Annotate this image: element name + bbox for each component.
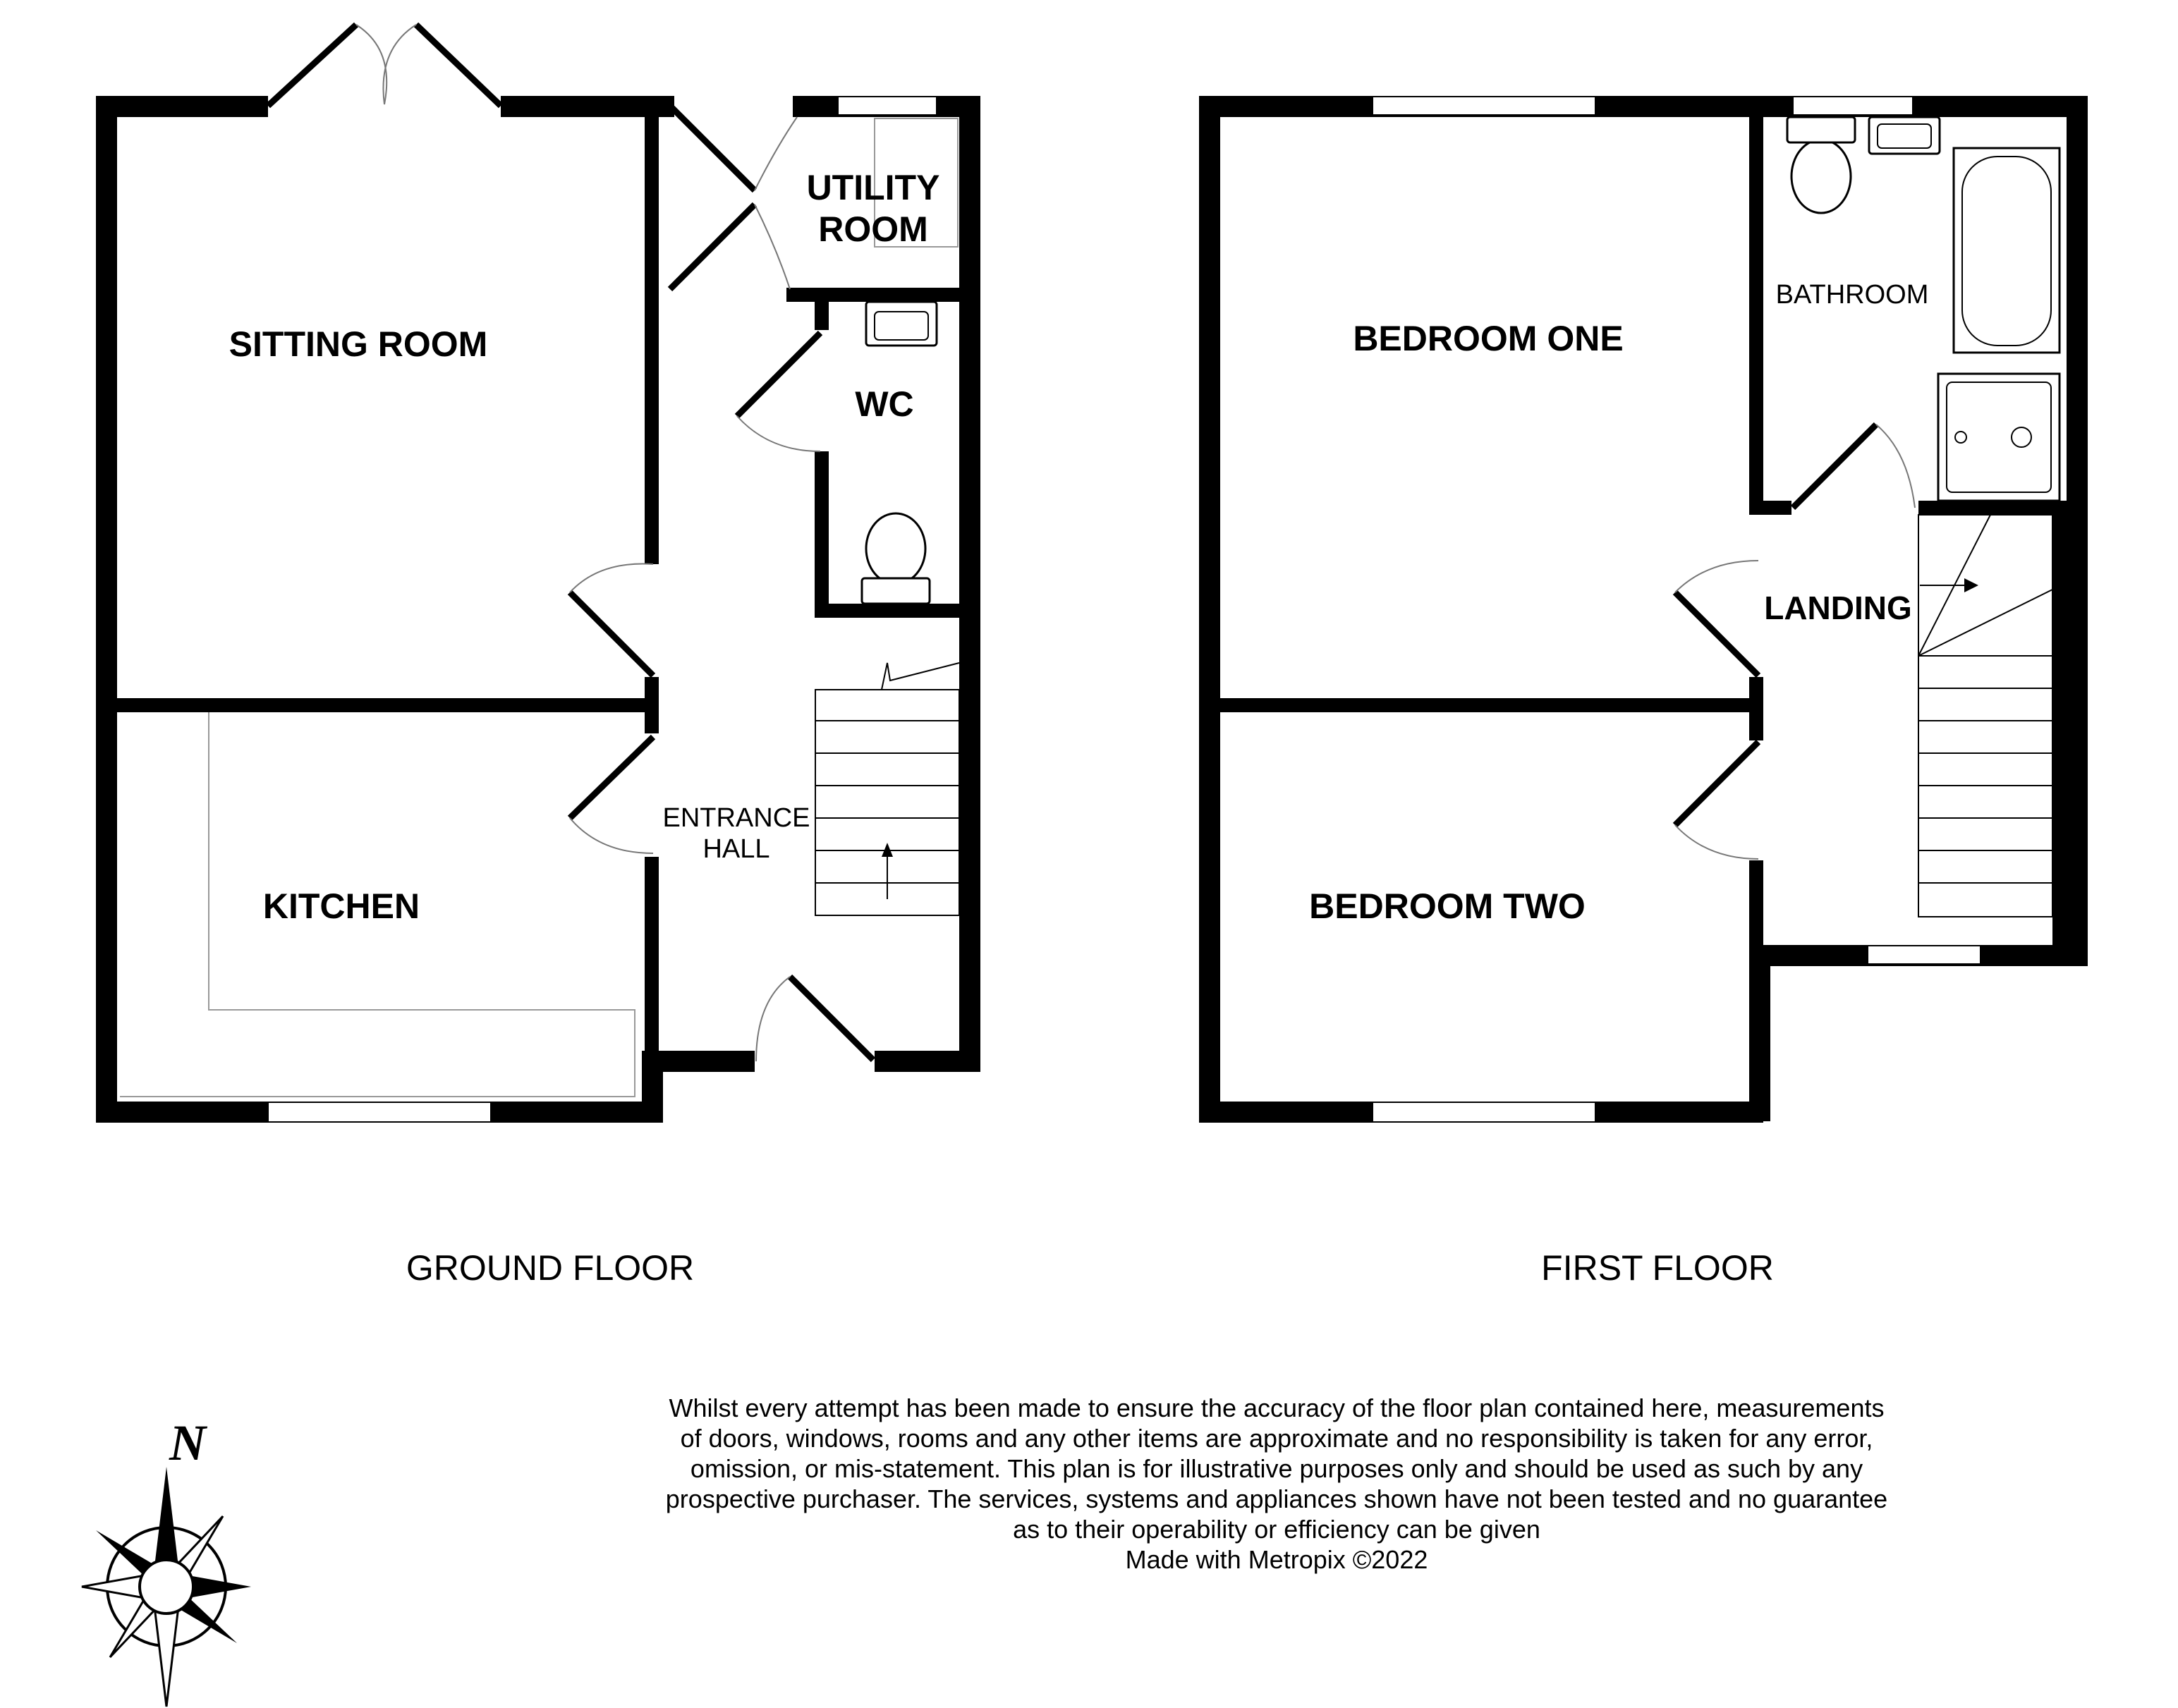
- gf-label-entrance-line1: ENTRANCE: [662, 803, 810, 833]
- ff-window-bed1: [1373, 97, 1595, 115]
- ff-shower-tray: [1938, 374, 2060, 501]
- gf-window-utility: [838, 97, 937, 115]
- ff-door-bed2-arc: [1675, 825, 1758, 859]
- ff-wall-right: [2067, 96, 2088, 966]
- gf-label-wc: WC: [855, 384, 914, 424]
- ground-floor-plan: [96, 25, 980, 1288]
- gf-french-door-left-arc: [356, 25, 387, 104]
- ff-wall-bed1-right: [1749, 96, 1763, 508]
- ff-bathtub: [1954, 148, 2060, 353]
- ff-door-bath-arc: [1876, 425, 1915, 508]
- gf-stairs: [815, 663, 959, 915]
- gf-wall-bottom-left: [96, 1102, 268, 1123]
- gf-label-utility-line2: ROOM: [818, 209, 928, 249]
- ff-label-landing: LANDING: [1764, 590, 1912, 626]
- ff-bath-toilet-bowl: [1791, 140, 1851, 213]
- ff-stairs: [1918, 515, 2052, 917]
- gf-door-utility-leaf2: [670, 205, 755, 289]
- gf-wall-kitchen-right: [645, 857, 659, 1061]
- first-floor-plan: [1199, 96, 2088, 1288]
- gf-door-wc-leaf: [737, 333, 820, 416]
- disclaimer-block: [614, 1393, 1940, 1575]
- ff-door-bed2-leaf: [1675, 742, 1758, 825]
- ff-window-bed2: [1373, 1102, 1595, 1122]
- ff-wall-left: [1199, 96, 1220, 1123]
- ff-wall-bath-bottom-left: [1749, 501, 1791, 515]
- first-floor-title: FIRST FLOOR: [1541, 1248, 1774, 1288]
- ff-wall-bed-divider: [1199, 698, 1763, 712]
- ff-window-bath: [1793, 97, 1913, 115]
- gf-door-sitting-arc: [570, 564, 653, 593]
- gf-door-utility-arc: [755, 117, 797, 289]
- gf-wall-wc-left-lower: [815, 451, 829, 614]
- gf-door-utility-leaf1: [670, 106, 755, 190]
- ff-wall-landing-divider: [2052, 512, 2067, 949]
- gf-wall-bottom-mid: [491, 1102, 663, 1123]
- gf-door-front-leaf: [790, 977, 873, 1060]
- gf-door-kitchen-arc: [570, 818, 653, 853]
- ff-bath-toilet-cistern: [1787, 117, 1855, 142]
- ff-label-bedroom-two: BEDROOM TWO: [1309, 886, 1586, 926]
- compass-letter: N: [169, 1415, 206, 1471]
- gf-wall-wc-bottom: [815, 604, 980, 618]
- gf-door-kitchen-leaf: [570, 737, 653, 818]
- ff-label-bathroom: BATHROOM: [1775, 280, 1929, 310]
- gf-label-kitchen: KITCHEN: [262, 886, 420, 926]
- ground-floor-title: GROUND FLOOR: [406, 1248, 695, 1288]
- gf-door-front-arc: [756, 977, 790, 1061]
- disclaimer-credit: Made with Metropix ©2022: [1125, 1545, 1428, 1574]
- gf-label-utility-line1: UTILITY: [806, 168, 940, 207]
- ff-label-bedroom-one: BEDROOM ONE: [1353, 319, 1624, 358]
- ff-door-bed1-arc: [1675, 561, 1758, 592]
- gf-wall-sitting-right-upper: [645, 96, 659, 300]
- gf-label-entrance-line2: HALL: [702, 834, 770, 864]
- gf-wall-sitting-kitchen: [96, 698, 653, 712]
- gf-wall-right: [959, 96, 980, 1072]
- gf-wall-left: [96, 96, 117, 1123]
- disclaimer-line-3: omission, or mis-statement. This plan is for illustrative purposes only and should be used as such by any: [690, 1454, 1863, 1483]
- gf-label-sitting-room: SITTING ROOM: [229, 324, 488, 364]
- gf-wall-sitting-right-mid: [645, 282, 659, 564]
- ff-door-bed1-leaf: [1675, 592, 1758, 676]
- ff-door-bath-leaf: [1793, 425, 1876, 508]
- ff-wall-bed2-right-lower: [1749, 945, 1770, 1121]
- ff-wall-bed2-right: [1749, 860, 1763, 952]
- compass-rose-icon: [82, 1415, 251, 1707]
- disclaimer-line-4: prospective purchaser. The services, systems and appliances shown have not been tested and no guarantee: [665, 1484, 1888, 1513]
- gf-door-wc-arc: [737, 416, 820, 451]
- gf-window-kitchen: [268, 1102, 491, 1122]
- gf-wc-toilet-bowl: [866, 513, 925, 584]
- gf-door-sitting-leaf: [570, 592, 653, 676]
- gf-wc-toilet-cistern: [862, 578, 930, 604]
- disclaimer-line-1: Whilst every attempt has been made to ensure the accuracy of the floor plan contained here, measurements: [669, 1393, 1885, 1422]
- disclaimer-line-5: as to their operability or efficiency can be given: [1013, 1515, 1540, 1544]
- gf-wall-wc-left-upper: [815, 288, 829, 330]
- gf-french-door-right: [416, 25, 501, 106]
- gf-french-door-right-arc: [383, 25, 416, 104]
- disclaimer-line-2: of doors, windows, rooms and any other items are approximate and no responsibility is taken for any error,: [680, 1424, 1873, 1453]
- gf-french-door-left: [268, 25, 356, 106]
- ff-wall-top: [1199, 96, 2088, 117]
- ff-window-landing: [1868, 946, 1981, 964]
- gf-wall-top-left: [96, 96, 268, 117]
